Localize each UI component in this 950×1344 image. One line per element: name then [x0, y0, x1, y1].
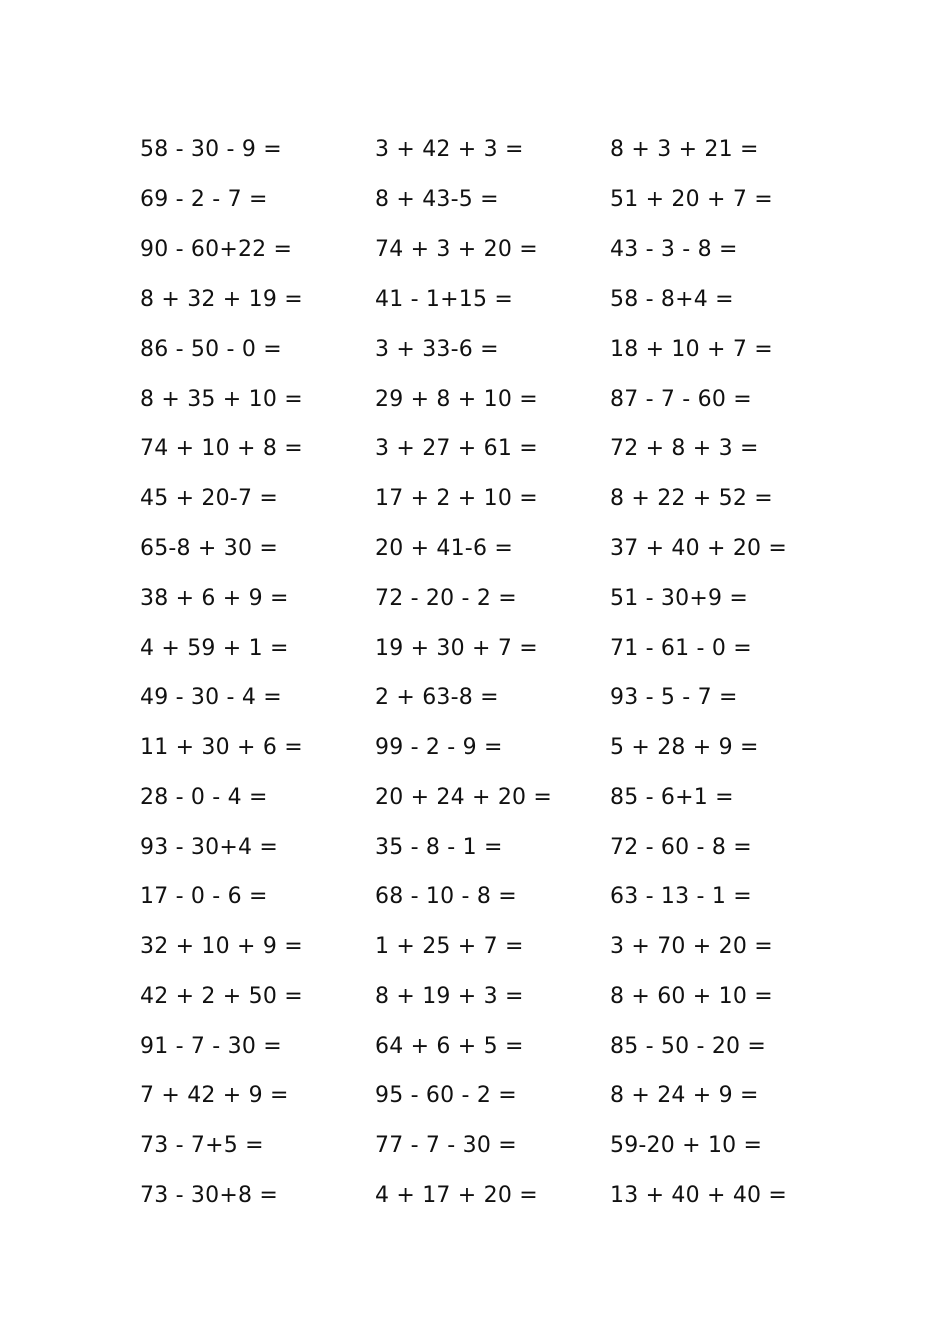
problem-row [0, 584, 950, 634]
problem-item: 43 - 3 - 8 = [610, 237, 738, 262]
problem-item: 4 + 17 + 20 = [375, 1183, 538, 1208]
problem-row [0, 185, 950, 235]
problem-item: 20 + 24 + 20 = [375, 785, 553, 810]
problem-row [0, 833, 950, 883]
problem-row [0, 1081, 950, 1131]
problem-item: 86 - 50 - 0 = [140, 337, 282, 362]
problem-row [0, 235, 950, 285]
problem-item: 20 + 41-6 = [375, 536, 513, 561]
problem-item: 87 - 7 - 60 = [610, 387, 752, 412]
problem-item: 7 + 42 + 9 = [140, 1083, 289, 1108]
problem-item: 58 - 8+4 = [610, 287, 734, 312]
problem-item: 1 + 25 + 7 = [375, 934, 524, 959]
problem-item: 71 - 61 - 0 = [610, 636, 752, 661]
problem-row [0, 932, 950, 982]
problem-row [0, 1032, 950, 1082]
problem-item: 11 + 30 + 6 = [140, 735, 303, 760]
problem-row [0, 285, 950, 335]
problem-item: 74 + 3 + 20 = [375, 237, 538, 262]
problem-item: 74 + 10 + 8 = [140, 436, 303, 461]
problem-row [0, 733, 950, 783]
problem-row [0, 335, 950, 385]
problem-item: 35 - 8 - 1 = [375, 835, 503, 860]
problem-item: 90 - 60+22 = [140, 237, 293, 262]
problem-item: 8 + 35 + 10 = [140, 387, 303, 412]
problem-item: 85 - 50 - 20 = [610, 1034, 767, 1059]
problem-item: 8 + 3 + 21 = [610, 137, 759, 162]
problem-item: 91 - 7 - 30 = [140, 1034, 282, 1059]
problem-item: 72 + 8 + 3 = [610, 436, 759, 461]
problem-row [0, 1181, 950, 1231]
problem-item: 73 - 7+5 = [140, 1133, 264, 1158]
problem-item: 68 - 10 - 8 = [375, 884, 517, 909]
problem-item: 63 - 13 - 1 = [610, 884, 752, 909]
problem-item: 64 + 6 + 5 = [375, 1034, 524, 1059]
problem-row [0, 982, 950, 1032]
problem-row [0, 882, 950, 932]
problem-item: 2 + 63-8 = [375, 685, 499, 710]
problem-item: 32 + 10 + 9 = [140, 934, 303, 959]
problem-item: 8 + 60 + 10 = [610, 984, 773, 1009]
problem-item: 38 + 6 + 9 = [140, 586, 289, 611]
problem-row [0, 484, 950, 534]
problem-item: 72 - 60 - 8 = [610, 835, 752, 860]
problem-item: 28 - 0 - 4 = [140, 785, 268, 810]
problem-item: 51 - 30+9 = [610, 586, 748, 611]
problem-item: 41 - 1+15 = [375, 287, 513, 312]
problem-item: 3 + 33-6 = [375, 337, 499, 362]
problem-item: 73 - 30+8 = [140, 1183, 278, 1208]
problem-item: 77 - 7 - 30 = [375, 1133, 517, 1158]
problem-row [0, 634, 950, 684]
problem-item: 8 + 22 + 52 = [610, 486, 773, 511]
problem-item: 93 - 5 - 7 = [610, 685, 738, 710]
problem-item: 95 - 60 - 2 = [375, 1083, 517, 1108]
problem-item: 17 - 0 - 6 = [140, 884, 268, 909]
problem-item: 29 + 8 + 10 = [375, 387, 538, 412]
problem-item: 5 + 28 + 9 = [610, 735, 759, 760]
problem-item: 42 + 2 + 50 = [140, 984, 303, 1009]
problem-row [0, 534, 950, 584]
problem-row [0, 135, 950, 185]
problem-item: 17 + 2 + 10 = [375, 486, 538, 511]
problem-item: 37 + 40 + 20 = [610, 536, 788, 561]
problem-item: 99 - 2 - 9 = [375, 735, 503, 760]
problem-item: 8 + 24 + 9 = [610, 1083, 759, 1108]
problem-item: 49 - 30 - 4 = [140, 685, 282, 710]
problem-item: 19 + 30 + 7 = [375, 636, 538, 661]
problem-item: 8 + 43-5 = [375, 187, 499, 212]
problem-row [0, 385, 950, 435]
problem-item: 65-8 + 30 = [140, 536, 278, 561]
problem-row [0, 783, 950, 833]
problem-item: 13 + 40 + 40 = [610, 1183, 788, 1208]
problem-item: 18 + 10 + 7 = [610, 337, 773, 362]
problem-item: 8 + 19 + 3 = [375, 984, 524, 1009]
problem-row [0, 683, 950, 733]
problem-item: 8 + 32 + 19 = [140, 287, 303, 312]
problem-row [0, 434, 950, 484]
problem-item: 3 + 70 + 20 = [610, 934, 773, 959]
problem-item: 3 + 42 + 3 = [375, 137, 524, 162]
problem-item: 72 - 20 - 2 = [375, 586, 517, 611]
problem-item: 85 - 6+1 = [610, 785, 734, 810]
problem-item: 93 - 30+4 = [140, 835, 278, 860]
problem-item: 3 + 27 + 61 = [375, 436, 538, 461]
problem-row [0, 1131, 950, 1181]
problem-item: 69 - 2 - 7 = [140, 187, 268, 212]
problem-item: 59-20 + 10 = [610, 1133, 763, 1158]
problem-item: 58 - 30 - 9 = [140, 137, 282, 162]
problem-item: 45 + 20-7 = [140, 486, 278, 511]
problem-item: 51 + 20 + 7 = [610, 187, 773, 212]
problem-item: 4 + 59 + 1 = [140, 636, 289, 661]
